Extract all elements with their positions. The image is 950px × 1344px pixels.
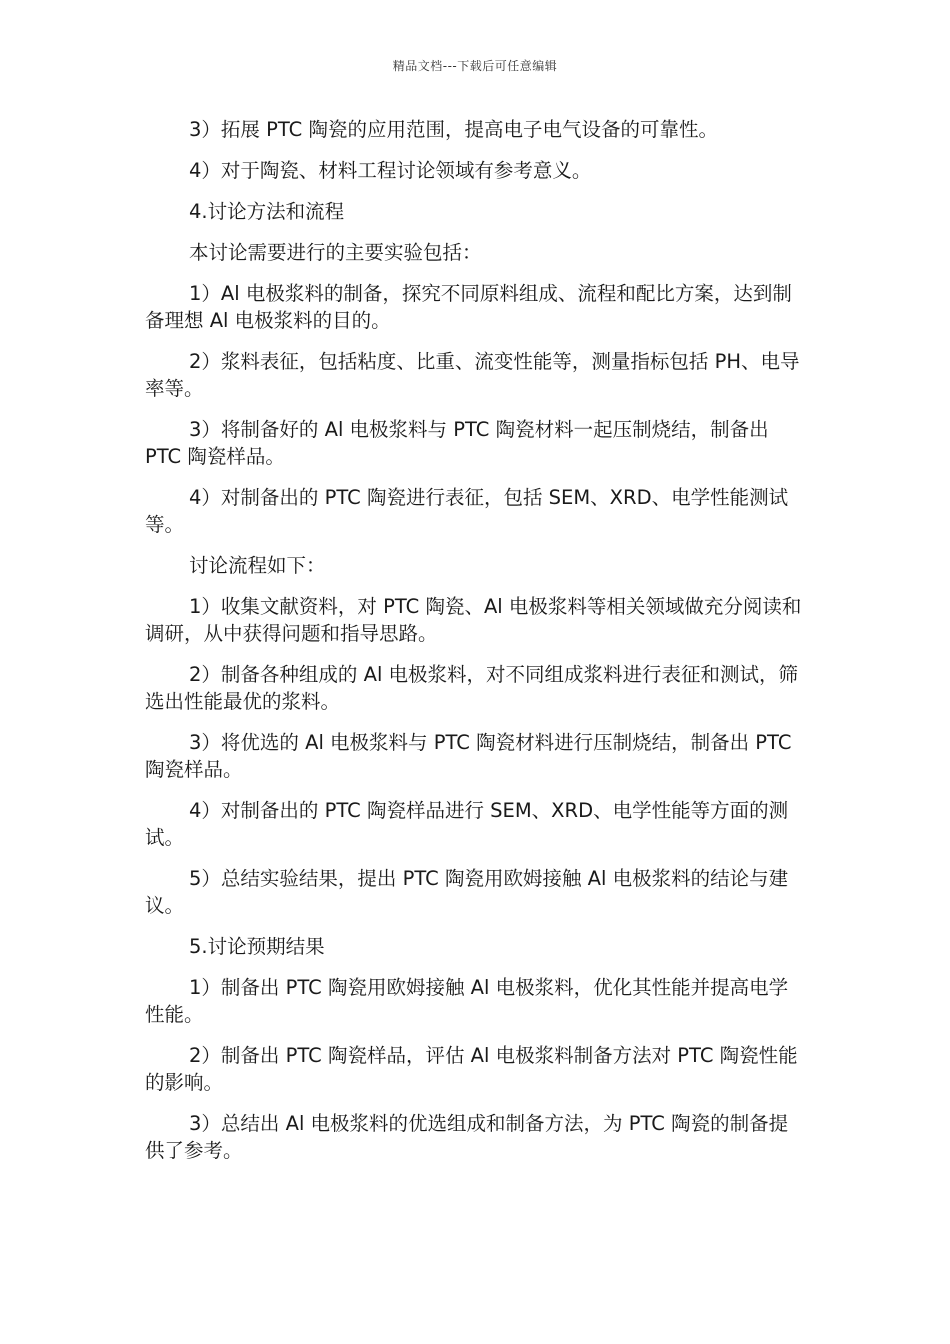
paragraph-experiments-intro: 本讨论需要进行的主要实验包括： [189,241,482,264]
paragraph-experiment-4: 4）对制备出的 PTC 陶瓷进行表征，包括 SEM、XRD、电学性能测试等。 [145,486,789,536]
paragraph-experiment-3: 3）将制备好的 Al 电极浆料与 PTC 陶瓷材料一起压制烧结，制备出 PTC 陶瓷样品。 [145,418,769,468]
paragraph-process-3: 3）将优选的 Al 电极浆料与 PTC 陶瓷材料进行压制烧结，制备出 PTC 陶瓷样品。 [145,731,792,781]
page-header: 精品文档---下载后可任意编辑 [392,59,558,73]
paragraph-result-2: 2）制备出 PTC 陶瓷样品，评估 Al 电极浆料制备方法对 PTC 陶瓷性能的影响。 [145,1044,798,1094]
paragraph-experiment-2: 2）浆料表征，包括粘度、比重、流变性能等，测量指标包括 PH、电导率等。 [145,350,800,400]
paragraph-process-2: 2）制备各种组成的 Al 电极浆料，对不同组成浆料进行表征和测试，筛选出性能最优的浆料。 [145,663,799,713]
document-body [145,116,805,1178]
paragraph-process-intro: 讨论流程如下： [189,554,326,577]
paragraph-result-3: 3）总结出 Al 电极浆料的优选组成和制备方法，为 PTC 陶瓷的制备提供了参考。 [145,1112,789,1162]
paragraph-process-5: 5）总结实验结果，提出 PTC 陶瓷用欧姆接触 Al 电极浆料的结论与建议。 [145,867,789,917]
paragraph-scope-item-3: 3）拓展 PTC 陶瓷的应用范围，提高电子电气设备的可靠性。 [189,118,718,141]
paragraph-experiment-1: 1）Al 电极浆料的制备，探究不同原料组成、流程和配比方案，达到制备理想 Al 电极浆料的目的。 [145,282,792,332]
section-heading-expected-results: 5.讨论预期结果 [189,935,325,958]
section-heading-methods: 4.讨论方法和流程 [189,200,345,223]
paragraph-scope-item-4: 4）对于陶瓷、材料工程讨论领域有参考意义。 [189,159,592,182]
paragraph-result-1: 1）制备出 PTC 陶瓷用欧姆接触 Al 电极浆料，优化其性能并提高电学性能。 [145,976,789,1026]
paragraph-process-1: 1）收集文献资料，对 PTC 陶瓷、Al 电极浆料等相关领域做充分阅读和调研，从中获得问题和指导思路。 [145,595,802,645]
paragraph-process-4: 4）对制备出的 PTC 陶瓷样品进行 SEM、XRD、电学性能等方面的测试。 [145,799,789,849]
